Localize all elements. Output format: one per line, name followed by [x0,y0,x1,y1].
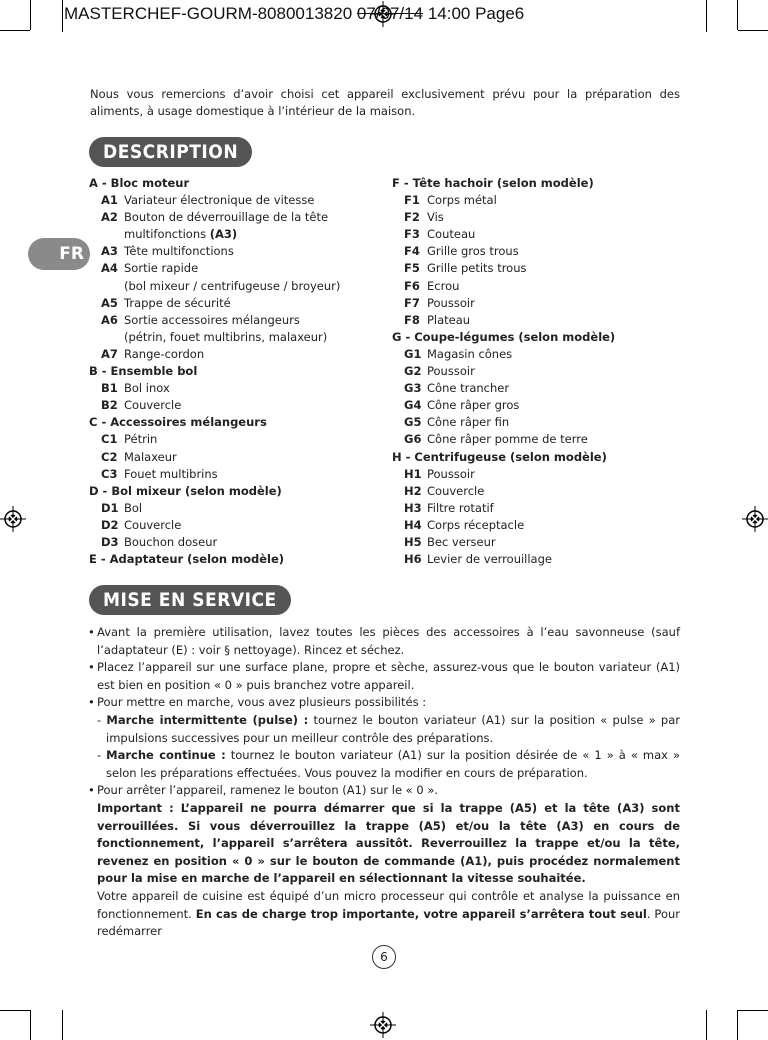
part-code: A5 [101,295,118,310]
part-code: G4 [404,398,422,413]
crop-mark [0,30,30,31]
part-label: Magasin cônes [427,346,513,361]
list-item: • Pour mettre en marche, vous avez plusieurs possibilités : [88,695,427,710]
part-code: G5 [404,415,422,430]
parts-list-right [392,175,682,568]
parts-group-heading: E - Adaptateur (selon modèle) [89,552,285,567]
crop-mark [62,0,63,32]
list-item: • Pour arrêter l’appareil, ramenez le bouton (A1) sur le « 0 ». [88,783,439,798]
part-code: F5 [404,261,420,276]
part-code: F4 [404,244,420,259]
parts-list-item [89,380,379,397]
part-code: D2 [101,517,119,532]
parts-list-item [392,260,682,277]
part-label: Fouet multibrins [124,466,218,481]
parts-list-item [392,278,682,295]
part-code: A7 [101,346,118,361]
part-label: Cône râper pomme de terre [427,432,588,447]
part-label: Cône râper fin [427,415,510,430]
part-code: D3 [101,534,119,549]
print-slug [64,4,524,24]
crop-mark [737,0,738,30]
part-label: Couteau [427,227,476,242]
parts-list-item [89,449,379,466]
slug-time: 14:00 [427,4,471,23]
part-code: H1 [404,466,422,481]
part-label: Corps réceptacle [427,517,525,532]
part-code: F8 [404,312,420,327]
crop-mark [62,1010,63,1040]
parts-list-item [89,243,379,260]
part-label: Ecrou [427,278,460,293]
registration-mark-icon [0,506,26,532]
parts-list-item [392,500,682,517]
part-label: Grille gros trous [427,244,519,259]
crop-mark [738,30,768,31]
slug-file: MASTERCHEF-GOURM-8080013820 [64,4,353,23]
crop-mark [738,1010,768,1011]
part-label: Grille petits trous [427,261,527,276]
part-label: Pétrin [124,432,158,447]
parts-list-item [89,431,379,448]
parts-list-item [89,346,379,363]
slug-page: Page6 [475,4,525,23]
part-label: Bec verseur [427,534,496,549]
part-code: H4 [404,517,422,532]
parts-group-heading: G - Coupe-légumes (selon modèle) [392,329,616,344]
parts-list-item [89,397,379,414]
crop-mark [0,1010,30,1011]
parts-list-left [89,175,379,568]
part-label: Filtre rotatif [427,500,494,515]
part-code: F6 [404,278,420,293]
part-code: A6 [101,312,118,327]
crop-mark [706,1010,707,1040]
part-code: H2 [404,483,422,498]
part-code: G1 [404,346,422,361]
parts-list-item [392,483,682,500]
part-code: F7 [404,295,420,310]
part-label: Bol [124,500,143,515]
parts-list-item [392,192,682,209]
parts-list-item [392,295,682,312]
slug-date: 07/07/14 [356,4,424,23]
parts-list-item [89,260,379,277]
processor-note: Votre appareil de cuisine est équipé d’un micro processeur qui contrôle et analyse la puissance en fonctionnement. En cas de charge trop importante, votre appareil s’arrêtera tout seul. Pour redémarrer [97,888,681,939]
sub-item-pulse: - Marche intermittente (pulse) : tournez le bouton variateur (A1) sur la position « pulse » par impulsions successives pour un meilleur contrôle des préparations. [97,712,680,745]
part-code: H5 [404,534,422,549]
part-code: C3 [101,466,118,481]
description-title: DESCRIPTION [89,137,252,167]
crop-mark [706,0,707,32]
parts-list-continuation: multifonctions (A3) [124,227,238,242]
parts-list-item [392,243,682,260]
parts-list-item [392,346,682,363]
parts-list-item [392,363,682,380]
parts-list-item [89,209,379,226]
service-section [88,624,680,941]
part-label: Variateur électronique de vitesse [124,193,315,208]
part-label: Malaxeur [124,449,177,464]
parts-group-heading: D - Bol mixeur (selon modèle) [89,483,282,498]
parts-group-heading: B - Ensemble bol [89,364,198,379]
part-label: Couvercle [124,517,182,532]
part-label: Poussoir [427,364,475,379]
registration-mark-icon [742,506,768,532]
parts-list-item [392,226,682,243]
part-code: C2 [101,449,118,464]
part-label: Cône trancher [427,381,510,396]
part-code: A2 [101,210,118,225]
parts-list-item [392,209,682,226]
part-code: G6 [404,432,422,447]
part-code: C1 [101,432,118,447]
part-code: F3 [404,227,420,242]
parts-list-item [392,551,682,568]
parts-list-continuation: (pétrin, fouet multibrins, malaxeur) [124,329,328,344]
part-label: Levier de verrouillage [427,552,552,567]
parts-list-item [392,466,682,483]
crop-mark [30,0,31,30]
part-code: A1 [101,193,118,208]
parts-list-item [89,312,379,329]
part-label: Plateau [427,312,471,327]
parts-list-continuation: (bol mixeur / centrifugeuse / broyeur) [124,278,341,293]
part-label: Poussoir [427,466,475,481]
parts-list-item [392,397,682,414]
service-title: MISE EN SERVICE [89,585,291,615]
registration-mark-icon [370,1012,396,1038]
part-label: Bouchon doseur [124,534,218,549]
parts-list-item [392,380,682,397]
page-number: 6 [372,945,396,969]
part-label: Trappe de sécurité [124,295,231,310]
part-label: Range-cordon [124,346,205,361]
part-code: H3 [404,500,422,515]
part-label: Vis [427,210,444,225]
part-code: G2 [404,364,422,379]
part-code: G3 [404,381,422,396]
important-note: Important : L’appareil ne pourra démarrer que si la trappe (A5) et la tête (A3) sont verrouillées. Si vous déverrouillez la trappe (A5) et/ou la tête (A3) en cours de fonctionnement, l’appareil s’arrêtera aussitôt. Reverrouillez la trappe et/ou la tête, revenez en position « 0 » sur le bouton de commande (A1), puis procédez normalement pour la mise en marche de l’appareil en sélectionnant la vitesse souhaitée. [97,800,680,886]
parts-list-item [392,312,682,329]
parts-group-heading: A - Bloc moteur [89,176,190,190]
parts-list-item [89,500,379,517]
parts-list-item [89,534,379,551]
parts-list-item [392,534,682,551]
parts-list-item [392,414,682,431]
parts-group-heading: F - Tête hachoir (selon modèle) [392,176,594,190]
part-code: B1 [101,381,118,396]
parts-list-item [89,192,379,209]
part-label: Corps métal [427,193,497,208]
part-code: F2 [404,210,420,225]
parts-list-item [89,295,379,312]
intro-text: Nous vous remercions d’avoir choisi cet appareil exclusivement prévu pour la préparation des aliments, à usage domestique à l’intérieur de la maison. [90,87,680,118]
sub-item-continuous: - Marche continue : tournez le bouton variateur (A1) sur la position désirée de « 1 » à « max » selon les préparations effectuées. Vous pouvez la modifier en cours de préparation. [97,748,680,780]
part-code: D1 [101,500,119,515]
part-label: Couvercle [427,483,485,498]
part-label: Tête multifonctions [124,244,234,259]
part-label: Couvercle [124,398,182,413]
language-tab: FR [28,238,90,270]
part-label: Bol inox [124,381,170,396]
part-label: Sortie accessoires mélangeurs [124,312,300,327]
part-label: Poussoir [427,295,475,310]
part-label: Sortie rapide [124,261,199,276]
parts-group-heading: C - Accessoires mélangeurs [89,415,267,430]
parts-group-heading: H - Centrifugeuse (selon modèle) [392,449,607,464]
parts-list-item [89,466,379,483]
part-code: F1 [404,193,420,208]
part-label: Bouton de déverrouillage de la tête [124,210,329,225]
part-code: B2 [101,398,118,413]
parts-list-item [392,431,682,448]
part-code: H6 [404,552,422,567]
list-item: • Placez l’appareil sur une surface plane, propre et sèche, assurez-vous que le bouton variateur (A1) est bien en position « 0 » puis branchez votre appareil. [88,660,680,692]
part-code: A3 [101,244,118,259]
list-item: • Avant la première utilisation, lavez toutes les pièces des accessoires à l’eau savonneuse (sauf l’adaptateur (E) : voir § nettoyage). Rincez et séchez. [88,625,680,657]
crop-mark [30,1010,31,1040]
parts-list-item [89,517,379,534]
part-code: A4 [101,261,118,276]
crop-mark [737,1010,738,1040]
parts-list-item [392,517,682,534]
part-label: Cône râper gros [427,398,520,413]
